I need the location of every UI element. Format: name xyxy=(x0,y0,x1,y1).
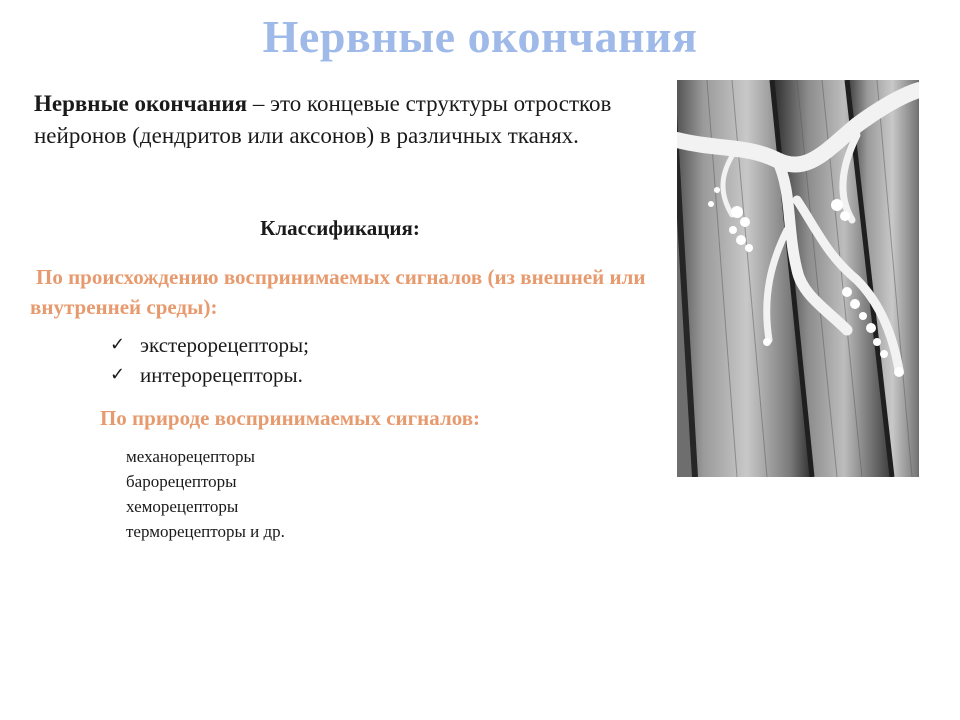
slide-title: Нервные окончания xyxy=(262,11,698,62)
micrograph-illustration xyxy=(677,80,919,477)
list-item xyxy=(110,360,309,390)
origin-heading: По происхождению воспринимаемых сигналов (из внешней или внутренней среды): xyxy=(30,265,646,319)
checkmark-icon: ✓ xyxy=(110,334,126,355)
checkmark-icon: ✓ xyxy=(110,364,126,385)
list-item: механорецепторы xyxy=(126,447,255,466)
nerve-endings-micrograph xyxy=(677,80,919,477)
list-item: хеморецепторы xyxy=(126,497,239,516)
list-item xyxy=(110,330,309,360)
origin-list xyxy=(110,330,309,390)
list-item: терморецепторы и др. xyxy=(126,522,285,541)
list-item-label: интерорецепторы. xyxy=(140,363,303,387)
list-item-label: экстерорецепторы; xyxy=(140,333,309,357)
classification-label: Классификация: xyxy=(260,216,420,240)
definition-text: – это концевые структуры отростков нейронов (дендритов или аксонов) в различных тканях. xyxy=(34,91,612,148)
definition-paragraph xyxy=(34,88,634,152)
definition-term: Нервные окончания xyxy=(34,91,248,116)
nature-heading: По природе воспринимаемых сигналов: xyxy=(99,406,481,430)
nature-list xyxy=(126,444,285,544)
list-item: барорецепторы xyxy=(126,472,237,491)
